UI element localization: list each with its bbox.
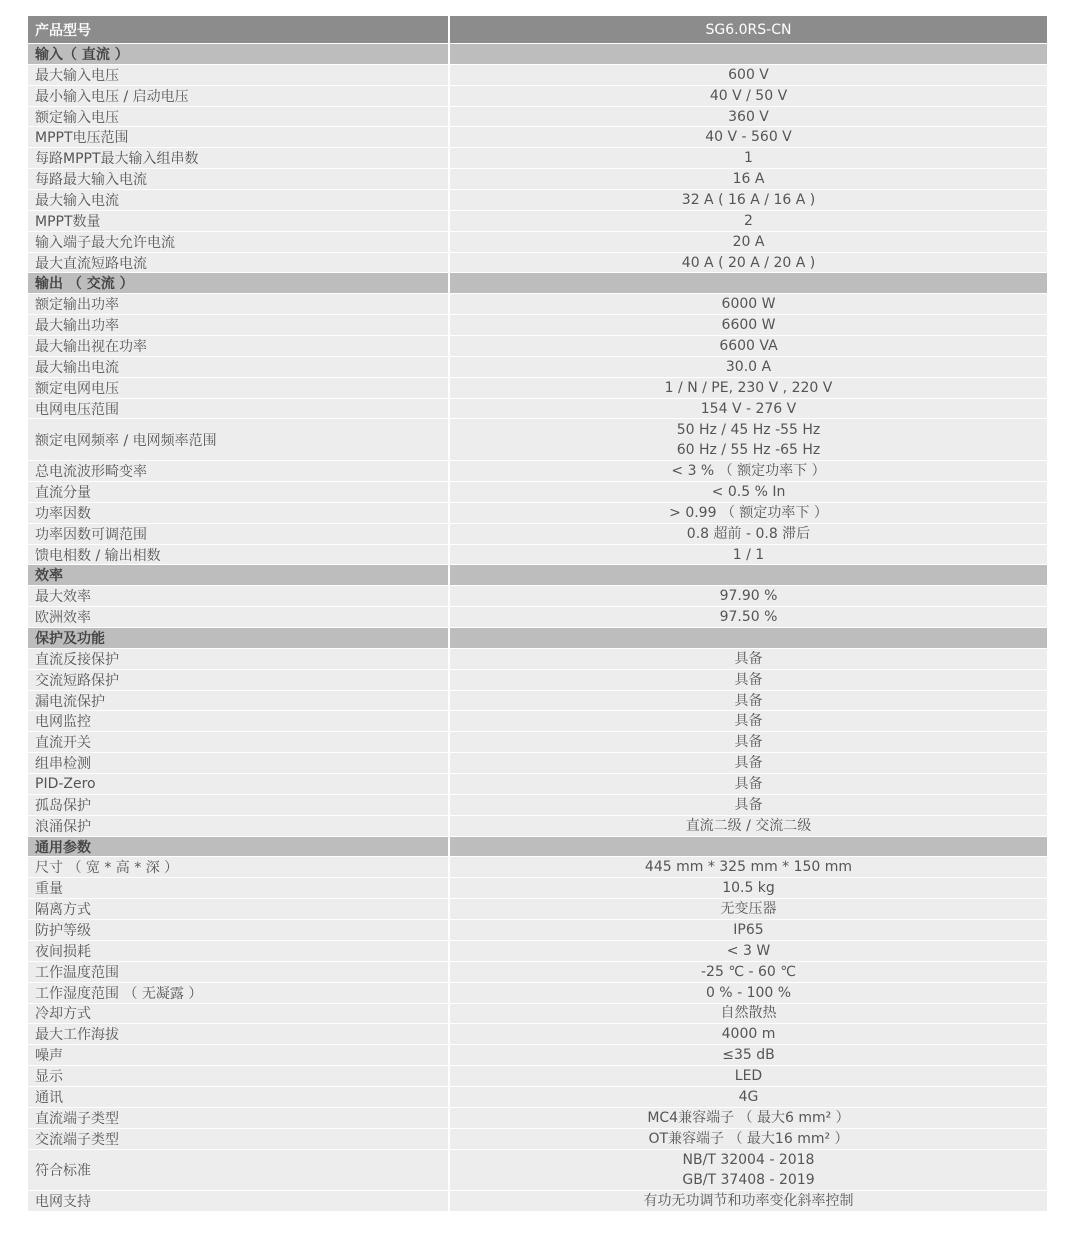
table-row [28,232,1047,253]
table-row [28,524,1047,545]
spec-value-line: -25 ℃ - 60 ℃ [701,963,796,980]
spec-label: 每路MPPT最大输入组串数 [28,148,448,168]
spec-label: 最大输入电压 [28,65,448,85]
section-header-row [28,628,1047,649]
table-row [28,941,1047,962]
spec-value-line: ≤35 dB [722,1047,775,1064]
spec-label: 额定电网电压 [28,378,448,398]
spec-value-line: 具备 [734,755,763,772]
table-row [28,586,1047,607]
spec-value-line: 有功无功调节和功率变化斜率控制 [643,1193,854,1210]
spec-label: 显示 [28,1066,448,1086]
spec-value [450,607,1047,627]
spec-value [450,691,1047,711]
spec-label: 噪声 [28,1045,448,1065]
spec-label: 直流分量 [28,482,448,502]
spec-value [450,148,1047,168]
table-row [28,920,1047,941]
spec-label: 直流开关 [28,732,448,752]
spec-label: 尺寸 （ 宽 * 高 * 深 ） [28,857,448,877]
section-header-row [28,837,1047,858]
spec-value [450,1066,1047,1086]
spec-value [450,315,1047,335]
spec-value [450,190,1047,210]
spec-value [450,732,1047,752]
table-row [28,127,1047,148]
spec-value [450,878,1047,898]
table-row [28,691,1047,712]
spec-value [450,1024,1047,1044]
spec-label: 夜间损耗 [28,941,448,961]
spec-value-line: 0 % - 100 % [705,984,792,1001]
spec-value-line: 97.50 % [719,609,778,626]
spec-value-line: 32 A ( 16 A / 16 A ) [681,191,816,208]
spec-value-line: 60 Hz / 55 Hz -65 Hz [676,441,821,458]
table-row [28,753,1047,774]
table-row [28,503,1047,524]
section-value-blank [450,565,1047,585]
table-row [28,899,1047,920]
spec-label: 额定输出功率 [28,294,448,314]
spec-value-line: 6600 W [721,317,776,334]
spec-label: 输入端子最大允许电流 [28,232,448,252]
section-value-blank [450,273,1047,293]
table-row [28,482,1047,503]
spec-value-line: 具备 [734,775,763,792]
spec-label: 组串检测 [28,753,448,773]
spec-value [450,482,1047,502]
spec-value-line: NB/T 32004 - 2018 [682,1151,815,1168]
table-row [28,545,1047,566]
spec-value [450,378,1047,398]
spec-value-line: 16 A [732,171,765,188]
spec-value [450,65,1047,85]
spec-value-line: 30.0 A [725,358,772,375]
table-row [28,86,1047,107]
spec-label: 直流反接保护 [28,649,448,669]
table-row [28,190,1047,211]
table-row [28,461,1047,482]
section-title: 输入（ 直流 ） [28,44,448,64]
spec-value [450,419,1047,460]
header-label: 产品型号 [28,16,448,43]
spec-label: MPPT电压范围 [28,127,448,147]
spec-value-line: 40 A ( 20 A / 20 A ) [681,254,816,271]
spec-label: MPPT数量 [28,211,448,231]
spec-value-line: 20 A [732,233,765,250]
spec-value-line: 具备 [734,713,763,730]
spec-label: 冷却方式 [28,1004,448,1024]
table-row [28,857,1047,878]
spec-value-line: 具备 [734,650,763,667]
spec-value-line: 具备 [734,796,763,813]
table-row [28,607,1047,628]
table-row [28,1045,1047,1066]
spec-value [450,774,1047,794]
spec-label: 最大输出视在功率 [28,336,448,356]
table-row [28,732,1047,753]
spec-value-line: LED [734,1068,763,1085]
spec-label: 浪涌保护 [28,816,448,836]
table-row [28,962,1047,983]
spec-value-line: 直流二级 / 交流二级 [685,817,812,834]
spec-value [450,962,1047,982]
spec-value [450,670,1047,690]
spec-value-line: 445 mm * 325 mm * 150 mm [644,859,853,876]
spec-value [450,461,1047,481]
spec-label: 工作温度范围 [28,962,448,982]
table-row [28,336,1047,357]
spec-label: 交流短路保护 [28,670,448,690]
section-value-blank [450,44,1047,64]
spec-value [450,1087,1047,1107]
spec-value-line: GB/T 37408 - 2019 [682,1171,815,1188]
spec-value [450,503,1047,523]
spec-value [450,586,1047,606]
spec-label: 馈电相数 / 输出相数 [28,545,448,565]
spec-label: 功率因数 [28,503,448,523]
table-row [28,211,1047,232]
spec-value [450,545,1047,565]
spec-value [450,1004,1047,1024]
spec-value-line: 自然散热 [720,1005,777,1022]
spec-label: 最大直流短路电流 [28,253,448,273]
spec-label: 漏电流保护 [28,691,448,711]
spec-label: 符合标准 [28,1150,448,1191]
table-row [28,1150,1047,1192]
spec-value [450,899,1047,919]
spec-value-line: 360 V [728,108,769,125]
spec-value-line: 6000 W [721,296,776,313]
spec-label: 最大效率 [28,586,448,606]
spec-label: 每路最大输入电流 [28,169,448,189]
spec-value [450,795,1047,815]
table-row [28,107,1047,128]
spec-value-line: 10.5 kg [722,880,775,897]
spec-label: 重量 [28,878,448,898]
table-row [28,816,1047,837]
spec-value-line: 600 V [728,66,769,83]
spec-value [450,357,1047,377]
spec-value-line: MC4兼容端子 （ 最大6 mm² ） [647,1109,850,1126]
spec-value-line: 1 / 1 [732,546,765,563]
table-row [28,1066,1047,1087]
spec-label: 直流端子类型 [28,1108,448,1128]
table-row [28,357,1047,378]
spec-label: 额定电网频率 / 电网频率范围 [28,419,448,460]
header-model: SG6.0RS-CN [450,16,1047,43]
spec-label: 交流端子类型 [28,1129,448,1149]
spec-value-line: 2 [744,212,753,229]
spec-value-line: 40 V - 560 V [705,129,792,146]
spec-value [450,294,1047,314]
table-row [28,1129,1047,1150]
table-row [28,65,1047,86]
spec-label: 隔离方式 [28,899,448,919]
spec-value [450,1129,1047,1149]
spec-value-line: < 3 W [726,942,771,959]
spec-value [450,336,1047,356]
table-row [28,878,1047,899]
section-header-row [28,44,1047,65]
section-value-blank [450,837,1047,857]
table-row [28,1191,1047,1212]
spec-value [450,169,1047,189]
spec-value [450,983,1047,1003]
spec-value-line: 0.8 超前 - 0.8 滞后 [686,525,811,542]
spec-table [28,16,1047,1212]
section-title: 保护及功能 [28,628,448,648]
spec-label: 工作湿度范围 （ 无凝露 ） [28,983,448,1003]
section-value-blank [450,628,1047,648]
spec-value-line: 6600 VA [719,337,778,354]
table-row [28,253,1047,274]
section-title: 输出 （ 交流 ） [28,273,448,293]
spec-value-line: > 0.99 （ 额定功率下 ） [669,504,828,521]
spec-value [450,211,1047,231]
spec-value [450,857,1047,877]
spec-value-line: OT兼容端子 （ 最大16 mm² ） [648,1130,849,1147]
spec-value-line: 具备 [734,671,763,688]
spec-value [450,920,1047,940]
spec-value-line: 1 / N / PE, 230 V , 220 V [664,379,833,396]
table-row [28,711,1047,732]
spec-value-line: 4G [738,1088,759,1105]
spec-value [450,816,1047,836]
section-header-row [28,273,1047,294]
spec-label: 总电流波形畸变率 [28,461,448,481]
spec-value-line: 具备 [734,692,763,709]
spec-value-line: 无变压器 [720,901,777,918]
spec-value-line: IP65 [733,922,764,938]
table-row [28,774,1047,795]
spec-value [450,127,1047,147]
spec-value [450,399,1047,419]
spec-value-line: 4000 m [721,1026,776,1043]
spec-value-line: < 3 % （ 额定功率下 ） [671,463,826,480]
table-row [28,1004,1047,1025]
spec-value-line: 154 V - 276 V [700,400,797,417]
section-title: 效率 [28,565,448,585]
spec-value-line: 50 Hz / 45 Hz -55 Hz [676,421,821,438]
spec-label: 电网电压范围 [28,399,448,419]
spec-value [450,753,1047,773]
table-row [28,670,1047,691]
table-row [28,294,1047,315]
spec-label: 防护等级 [28,920,448,940]
spec-value [450,524,1047,544]
spec-label: 最大输出电流 [28,357,448,377]
spec-label: 电网监控 [28,711,448,731]
spec-label: 电网支持 [28,1191,448,1211]
table-row [28,315,1047,336]
spec-value-line: 40 V / 50 V [709,87,788,104]
table-row [28,169,1047,190]
table-row [28,148,1047,169]
spec-value-line: 97.90 % [719,588,778,605]
spec-label: 最大输出功率 [28,315,448,335]
spec-value [450,107,1047,127]
spec-value [450,649,1047,669]
spec-label: 额定输入电压 [28,107,448,127]
table-row [28,649,1047,670]
spec-label: 功率因数可调范围 [28,524,448,544]
table-row [28,1108,1047,1129]
spec-value-line: 具备 [734,734,763,751]
section-header-row [28,565,1047,586]
spec-label: 最小输入电压 / 启动电压 [28,86,448,106]
spec-label: 欧洲效率 [28,607,448,627]
spec-value [450,1045,1047,1065]
spec-value-line: < 0.5 % In [711,483,786,500]
table-row [28,419,1047,461]
spec-value [450,1108,1047,1128]
spec-value [450,232,1047,252]
table-header-row [28,16,1047,44]
table-row [28,983,1047,1004]
spec-label: 最大工作海拔 [28,1024,448,1044]
spec-value [450,1191,1047,1211]
spec-value-line: 1 [744,150,753,167]
spec-label: 最大输入电流 [28,190,448,210]
spec-value [450,1150,1047,1191]
spec-label: 通讯 [28,1087,448,1107]
spec-value [450,711,1047,731]
spec-value [450,86,1047,106]
table-row [28,378,1047,399]
table-row [28,1024,1047,1045]
table-row [28,795,1047,816]
table-body [28,44,1047,1212]
spec-value [450,941,1047,961]
section-title: 通用参数 [28,837,448,857]
spec-value [450,253,1047,273]
spec-label: PID-Zero [28,774,448,794]
table-row [28,1087,1047,1108]
spec-label: 孤岛保护 [28,795,448,815]
table-row [28,399,1047,420]
